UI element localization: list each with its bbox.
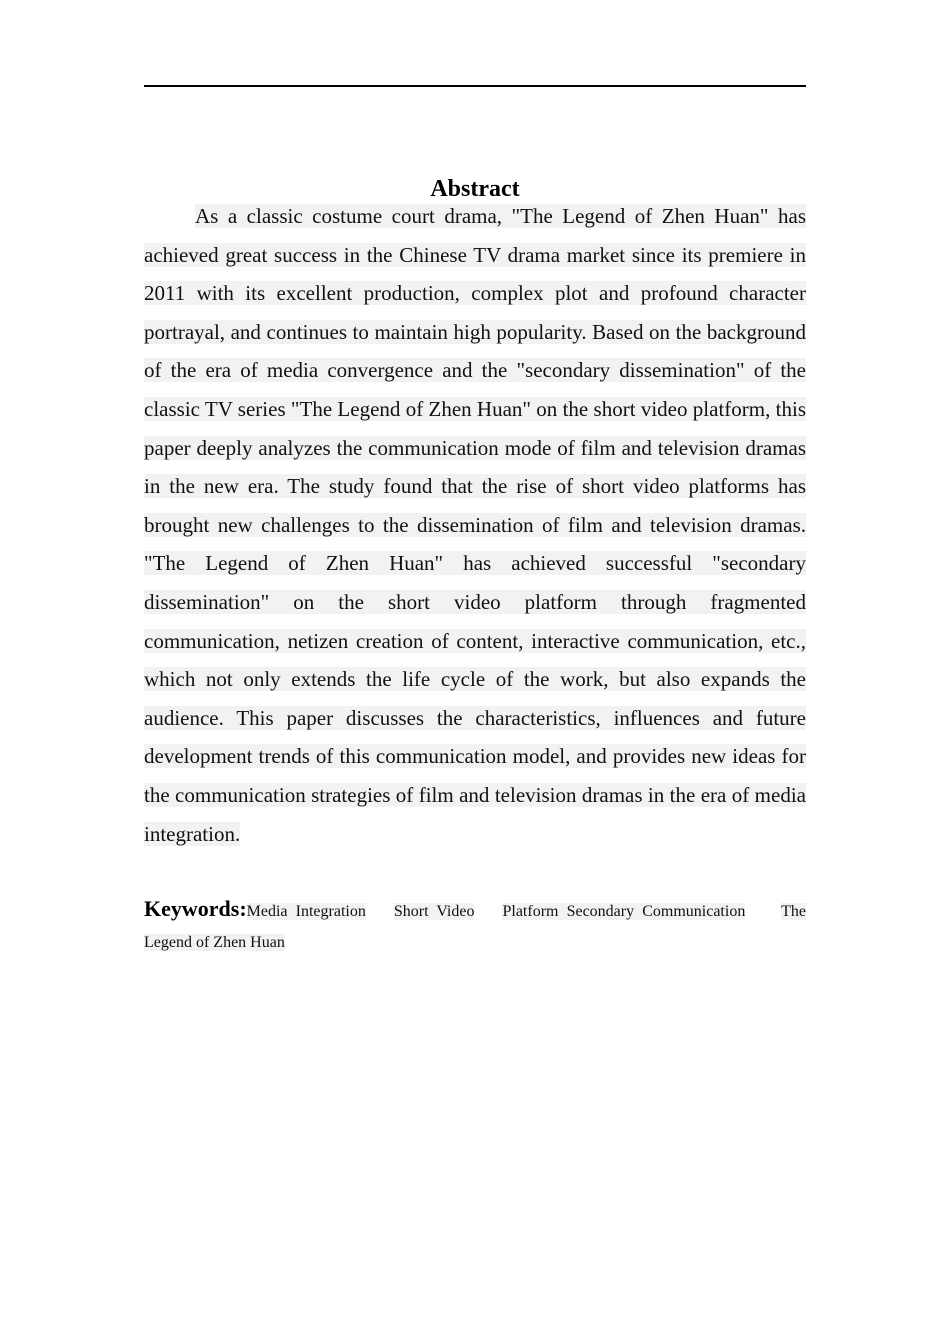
abstract-text: As a classic costume court drama, "The Legend of Zhen Huan" has achieved great success in the Chinese TV drama market since its premiere in 2011 with its excellent production, complex plot and profound character portrayal, and continues to maintain high popularity. Based on the background of the era of media convergence and the "secondary dissemination" of the classic TV series "The Legend of Zhen Huan" on the short video platform, this paper deeply analyzes the communication mode of film and television dramas in the new era. The study found that the rise of short video platforms has brought new challenges to the dissemination of film and television dramas. "The Legend of Zhen Huan" has achieved successful "secondary dissemination" on the short video platform through fragmented communication, netizen creation of content, interactive communication, etc., which not only extends the life cycle of the work, but also expands the audience. This paper discusses the characteristics, influences and future development trends of this communication model, and provides new ideas for the communication strategies of film and television dramas in the era of media integration. <box>144 204 806 846</box>
abstract-title: Abstract <box>430 176 520 202</box>
keyword-item: The Legend of Zhen Huan <box>144 903 807 951</box>
header-rule <box>144 85 806 87</box>
keyword-item: Short Video <box>393 903 475 920</box>
keyword-item: Media Integration <box>246 903 366 920</box>
keywords-label: Keywords: <box>144 896 247 921</box>
keywords-section <box>144 893 806 958</box>
abstract-body <box>144 197 806 853</box>
keyword-item: Platform Secondary Communication <box>502 903 746 920</box>
